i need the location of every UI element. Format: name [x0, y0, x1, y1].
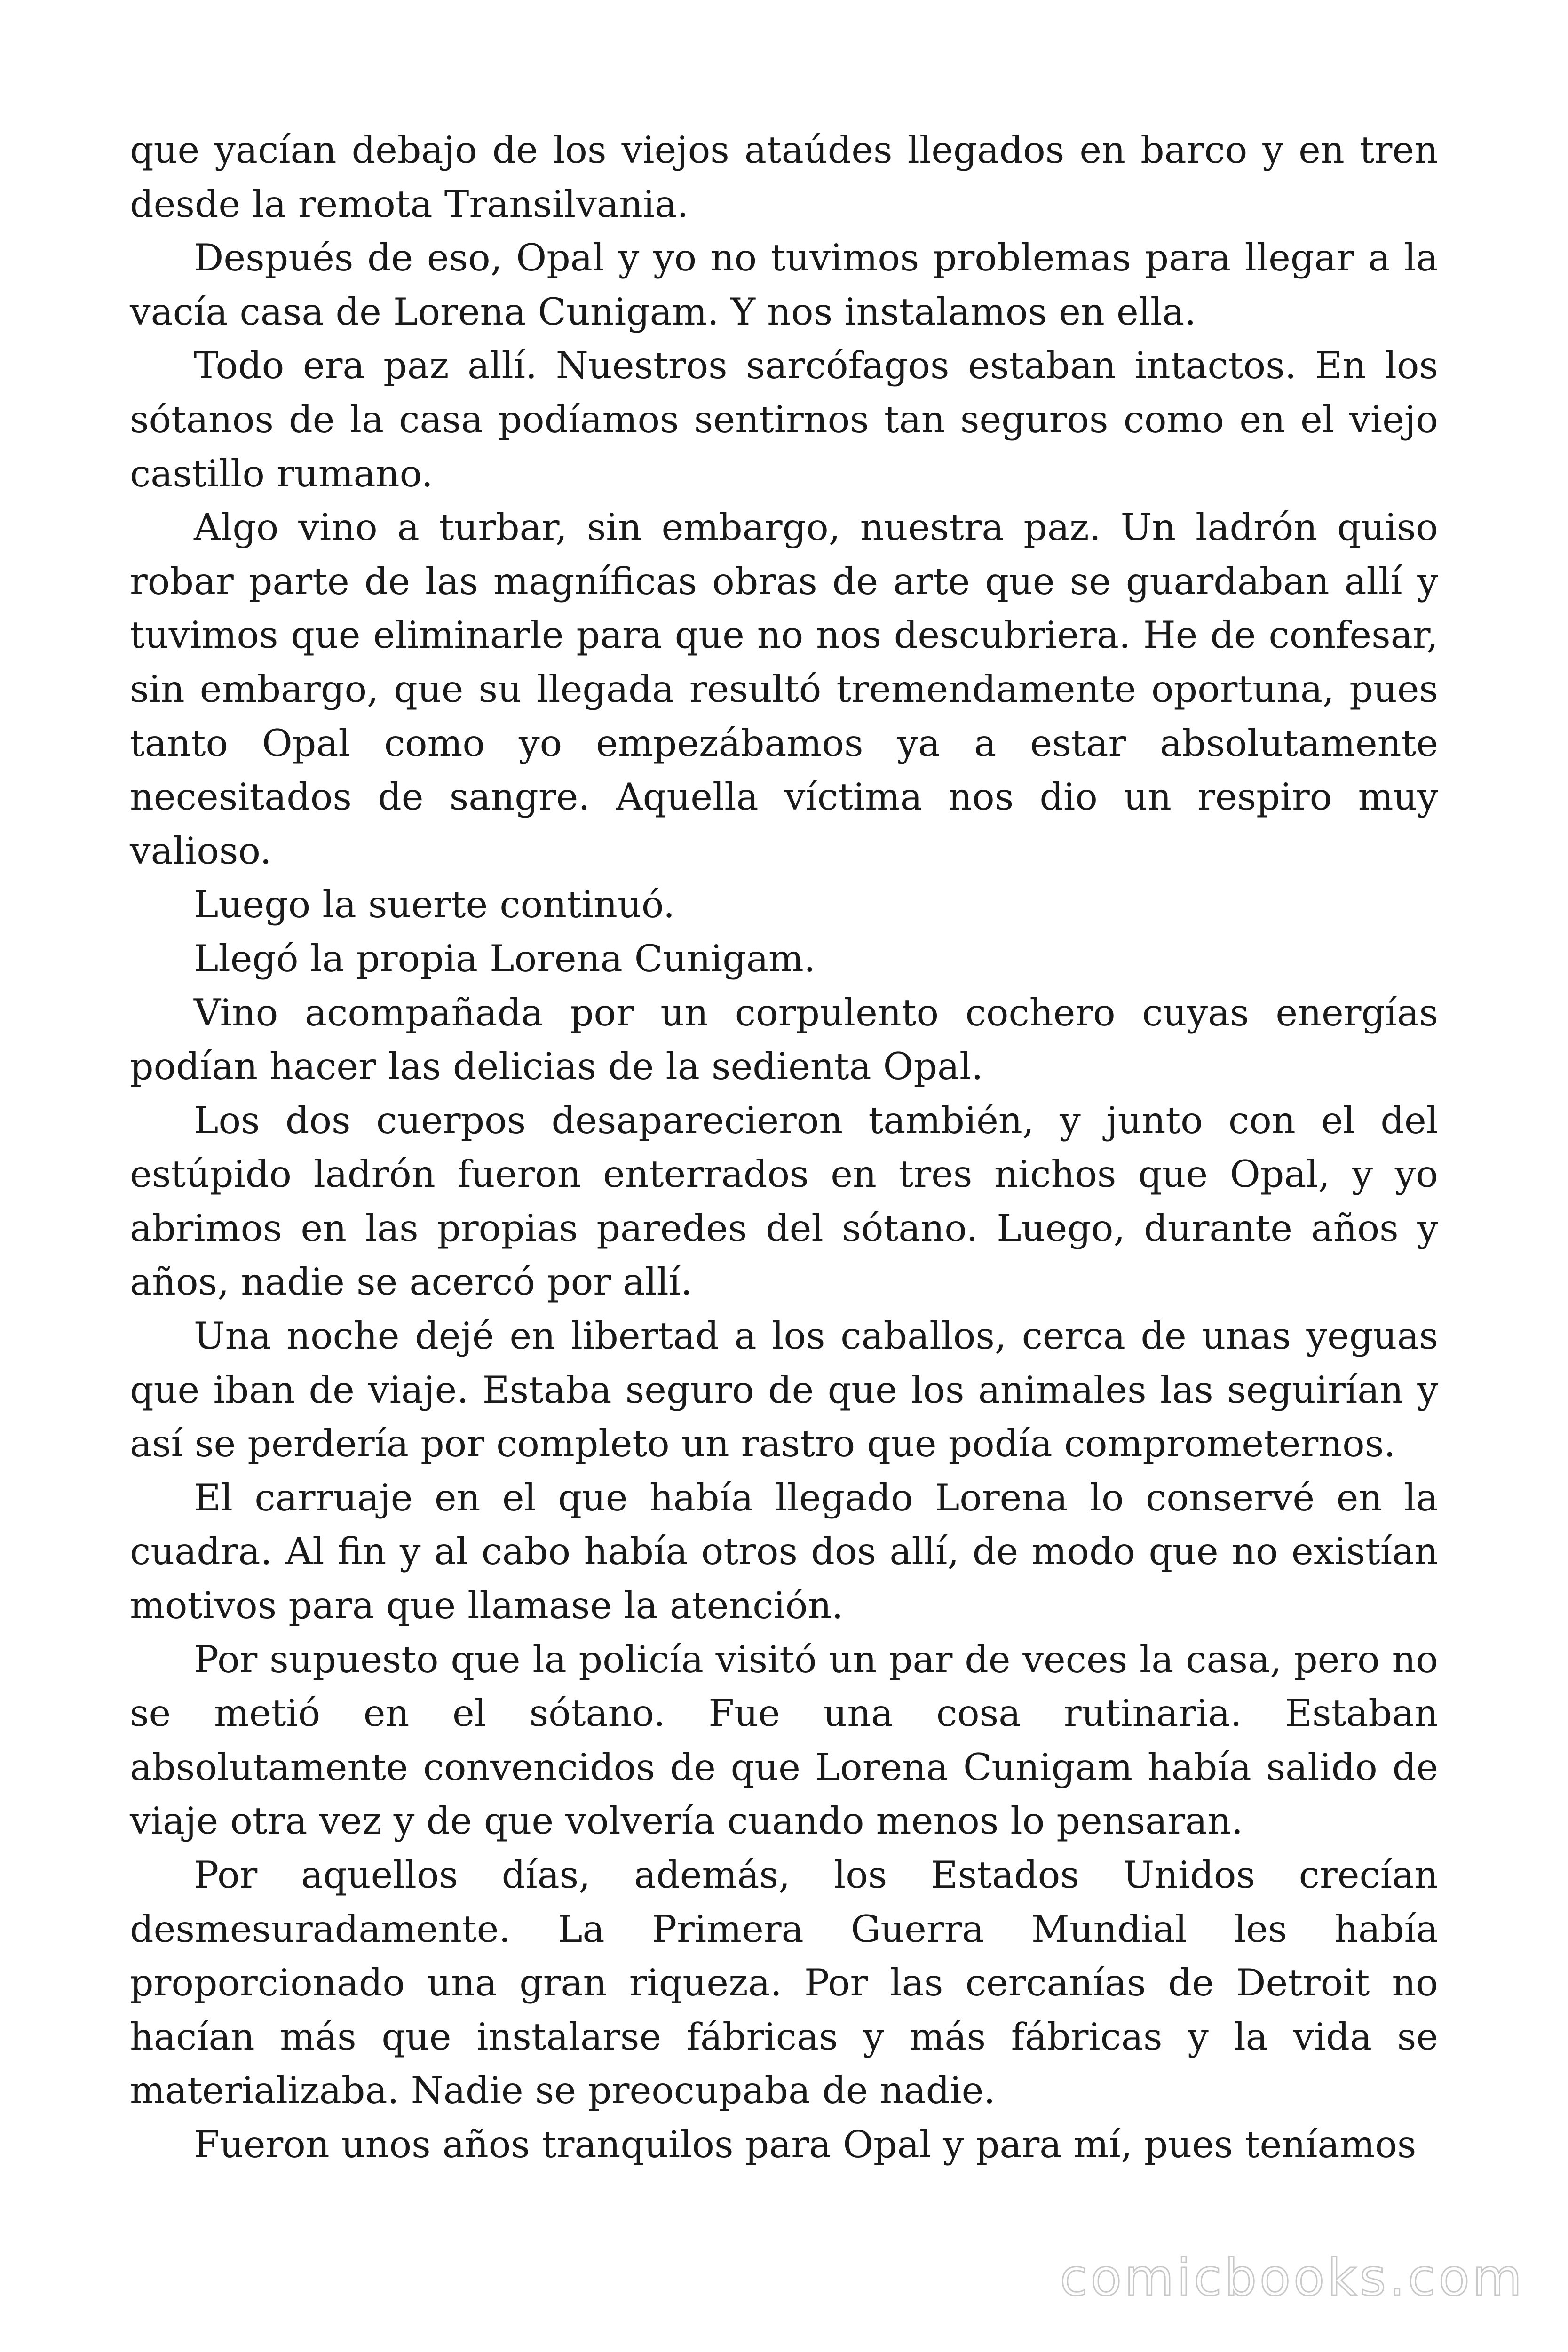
paragraph: Por supuesto que la policía visitó un par de veces la casa, pero no se metió en el sótano. Fue una cosa rutinaria. Estaban absolutamente convencidos de que Lorena Cunigam había salido de viaje otra vez y de que volvería cuando menos lo pensaran. — [130, 1637, 1438, 1843]
paragraph: Llegó la propia Lorena Cunigam. — [194, 937, 816, 980]
paragraph-continuation: que yacían debajo de los viejos ataúdes llegados en barco y en tren desde la remota Transilvania. — [130, 128, 1438, 226]
paragraph: Después de eso, Opal y yo no tuvimos problemas para llegar a la vacía casa de Lorena Cunigam. Y nos instalamos en ella. — [130, 236, 1438, 334]
paragraph: Vino acompañada por un corpulento cochero cuyas energías podían hacer las delicias de la sedienta Opal. — [130, 991, 1438, 1089]
paragraph: Una noche dejé en libertad a los caballos, cerca de unas yeguas que iban de viaje. Estaba seguro de que los animales las seguirían y así se perdería por completo un rastro que podía comprometernos. — [130, 1314, 1438, 1466]
site-watermark: comicbooks.com — [1060, 2249, 1525, 2307]
paragraph: Los dos cuerpos desaparecieron también, y junto con el del estúpido ladrón fueron enterrados en tres nichos que Opal, y yo abrimos en las propias paredes del sótano. Luego, durante años y años, nadie se acercó por allí. — [130, 1098, 1438, 1304]
body-text — [130, 123, 1438, 2172]
paragraph: Todo era paz allí. Nuestros sarcófagos estaban intactos. En los sótanos de la casa podíamos sentirnos tan seguros como en el viejo castillo rumano. — [130, 344, 1438, 495]
paragraph: Fueron unos años tranquilos para Opal y para mí, pues teníamos — [194, 2122, 1417, 2166]
paragraph: El carruaje en el que había llegado Lorena lo conservé en la cuadra. Al fin y al cabo había otros dos allí, de modo que no existían motivos para que llamase la atención. — [130, 1476, 1438, 1628]
paragraph: Algo vino a turbar, sin embargo, nuestra paz. Un ladrón quiso robar parte de las magníficas obras de arte que se guardaban allí y tuvimos que eliminarle para que no nos descubriera. He de confesar, sin embargo, que su llegada resultó tremendamente oportuna, pues tanto Opal como yo empezábamos ya a estar absolutamente necesitados de sangre. Aquella víctima nos dio un respiro muy valioso. — [130, 506, 1438, 873]
paragraph: Luego la suerte continuó. — [194, 883, 675, 927]
paragraph: Por aquellos días, además, los Estados Unidos crecían desmesuradamente. La Primera Guerra Mundial les había proporcionado una gran riqueza. Por las cercanías de Detroit no hacían más que instalarse fábricas y más fábricas y la vida se materializaba. Nadie se preocupaba de nadie. — [130, 1853, 1438, 2113]
